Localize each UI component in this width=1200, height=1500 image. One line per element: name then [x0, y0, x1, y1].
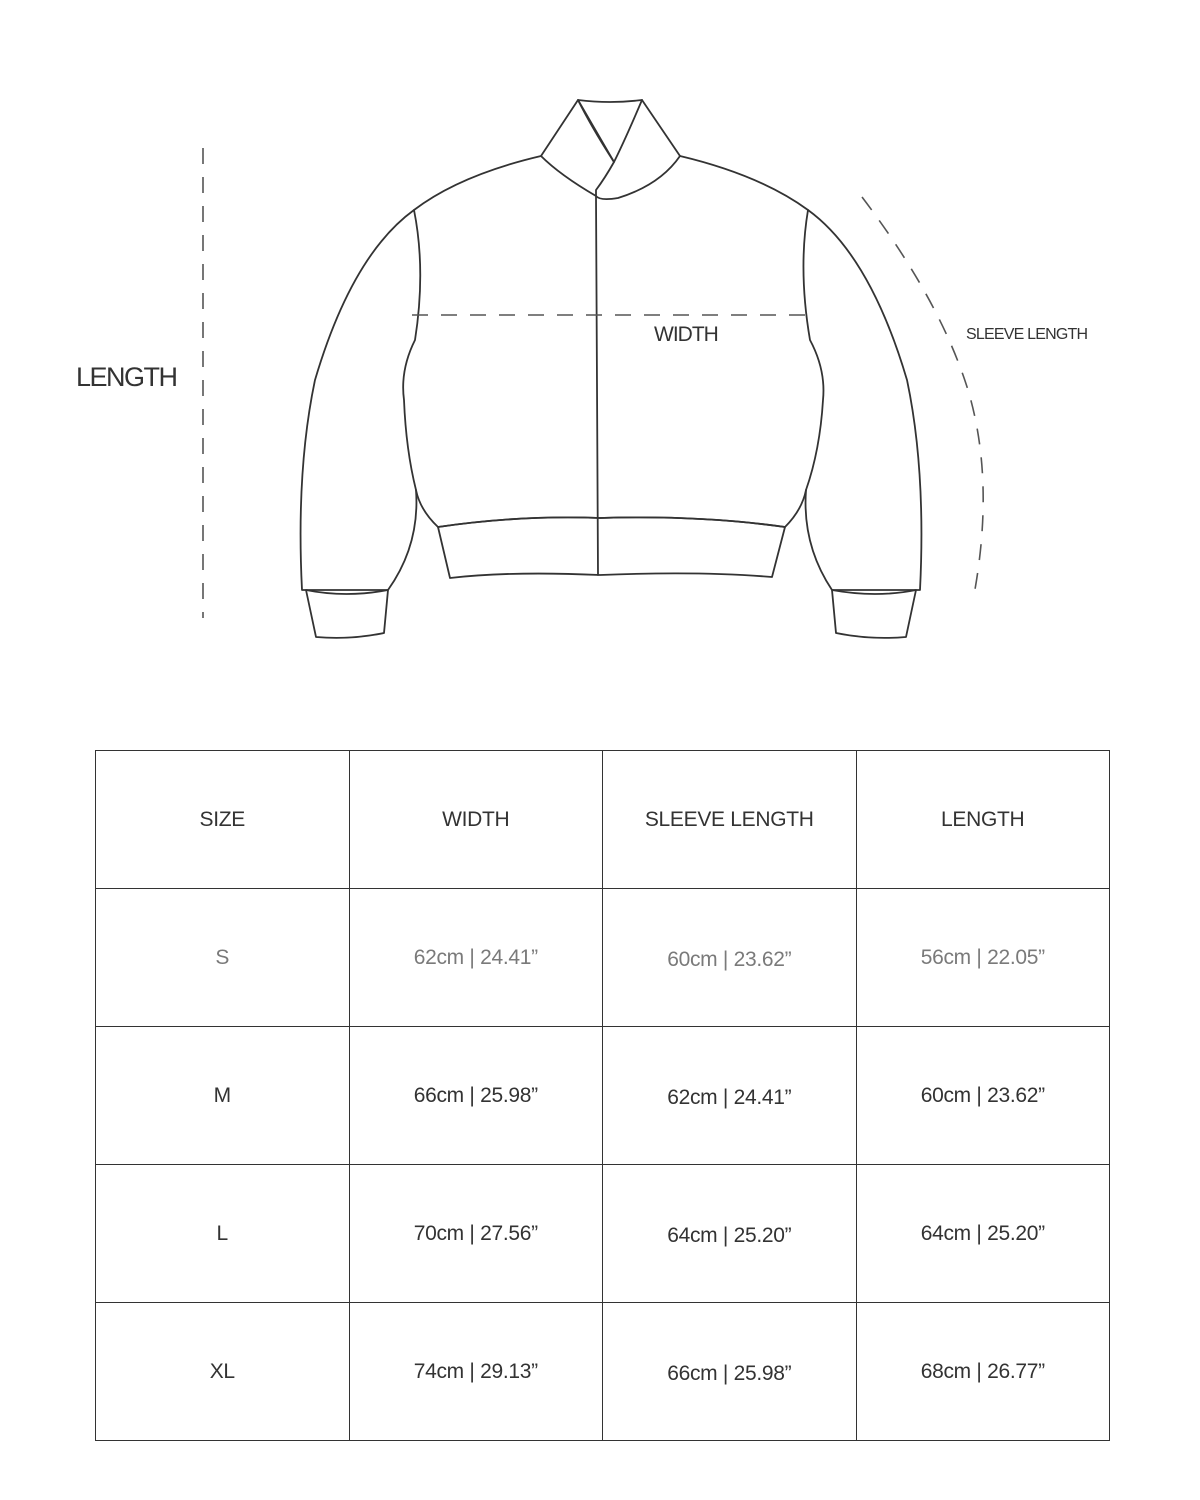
width-cell: 62cm | 24.41” [349, 889, 603, 1027]
left-cuff [306, 590, 388, 638]
size-cell: L [96, 1165, 350, 1303]
header-length: LENGTH [856, 751, 1110, 889]
table-header-row [96, 751, 1110, 889]
sleeve-cell: 60cm | 23.62” [603, 891, 857, 1029]
jacket-outline-icon [0, 0, 1200, 700]
size-cell: XL [96, 1303, 350, 1441]
collar-outline [578, 100, 680, 199]
length-label: LENGTH [76, 362, 177, 392]
collar-left [541, 100, 596, 196]
header-size: SIZE [96, 751, 350, 889]
width-cell: 66cm | 25.98” [349, 1027, 603, 1165]
size-cell: S [96, 889, 350, 1027]
size-chart-table [95, 750, 1110, 1441]
width-cell: 70cm | 27.56” [349, 1165, 603, 1303]
length-cell: 60cm | 23.62” [856, 1027, 1110, 1165]
table-row [96, 1165, 1110, 1303]
waistband [438, 517, 785, 578]
length-cell: 56cm | 22.05” [856, 889, 1110, 1027]
sleeve-cell: 62cm | 24.41” [603, 1029, 857, 1167]
size-cell: M [96, 1027, 350, 1165]
table-row [96, 1027, 1110, 1165]
sleeve-cell: 66cm | 25.98” [603, 1305, 857, 1443]
width-label: WIDTH [654, 323, 718, 346]
collar-fold [578, 100, 642, 162]
length-cell: 68cm | 26.77” [856, 1303, 1110, 1441]
header-sleeve-length: SLEEVE LENGTH [603, 751, 857, 889]
header-width: WIDTH [349, 751, 603, 889]
table-row [96, 1303, 1110, 1441]
body-outline [403, 156, 823, 527]
left-sleeve [301, 210, 417, 590]
width-cell: 74cm | 29.13” [349, 1303, 603, 1441]
length-cell: 64cm | 25.20” [856, 1165, 1110, 1303]
sleeve-length-guide [862, 197, 983, 595]
table-row [96, 889, 1110, 1027]
sleeve-cell: 64cm | 25.20” [603, 1167, 857, 1305]
sleeve-length-label: SLEEVE LENGTH [966, 326, 1088, 343]
right-cuff [832, 590, 916, 638]
